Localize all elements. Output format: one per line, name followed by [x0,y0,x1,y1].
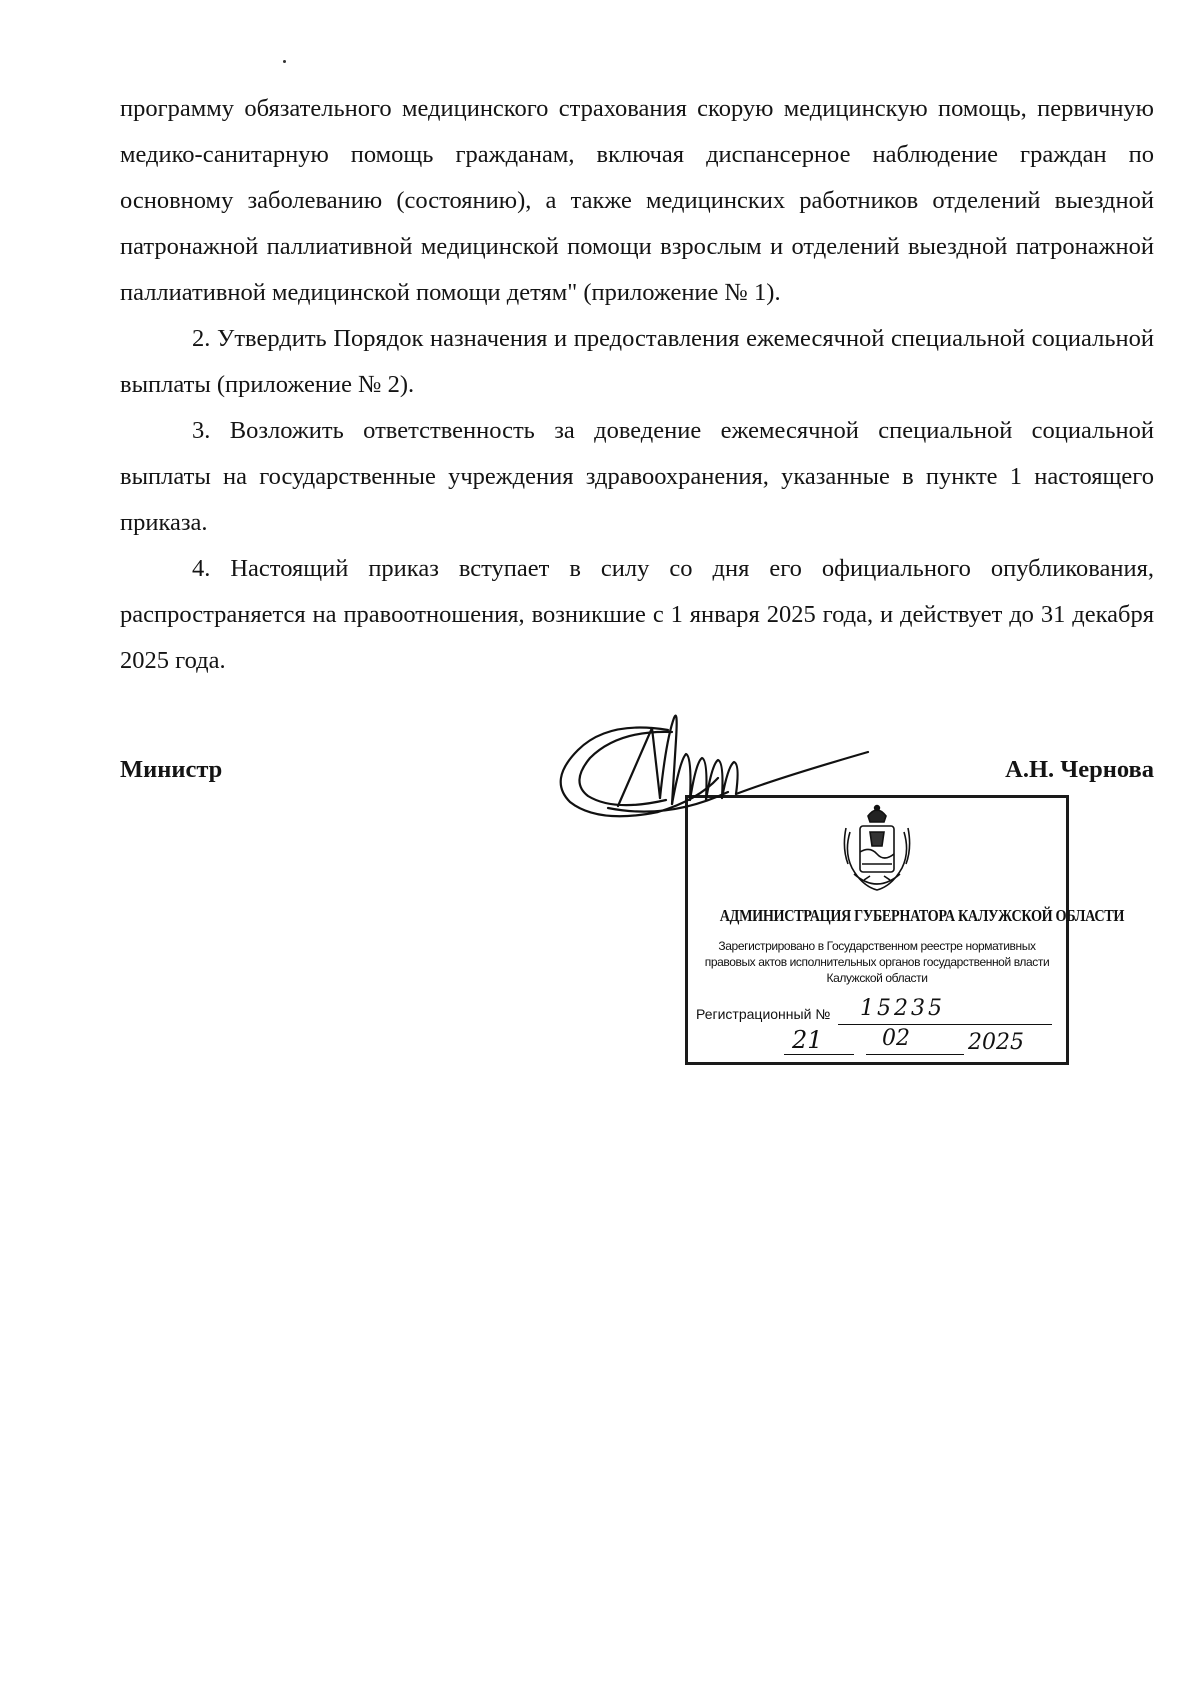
document-body [120,86,1154,684]
stamp-authority: АДМИНИСТРАЦИЯ ГУБЕРНАТОРА КАЛУЖСКОЙ ОБЛАСТИ [719,906,1125,925]
registration-number-value: 15235 [860,996,945,1021]
paragraph-item-2: 2. Утвердить Порядок назначения и предоставления ежемесячной специальной социальной выплаты (приложение № 2). [120,325,1154,398]
date-day-underline [784,1054,854,1055]
date-month-underline [866,1054,964,1055]
stamp-note-line: Зарегистрировано в Государственном реестре нормативных [718,939,1036,953]
registration-date-year: 2025 [968,1030,1024,1055]
scan-speck [283,60,286,63]
paragraph-item-4: 4. Настоящий приказ вступает в силу со дня его официального опубликования, распространяется на правоотношения, возникшие с 1 января 2025 года, и действует до 31 декабря 2025 года. [120,555,1154,674]
stamp-note [692,938,1062,986]
paragraph-item-3: 3. Возложить ответственность за доведение ежемесячной специальной социальной выплаты на государственные учреждения здравоохранения, указанные в пункте 1 настоящего приказа. [120,417,1154,536]
registration-number-label: Регистрационный № [696,1006,831,1022]
stamp-note-line: Калужской области [826,971,928,985]
signer-position: Министр [120,756,223,783]
handwritten-signature [548,700,878,840]
signer-name: А.Н. Чернова [1005,756,1154,783]
registration-number-underline [838,1024,1052,1025]
paragraph-continuation: программу обязательного медицинского страхования скорую медицинскую помощь, первичную медико-санитарную помощь гражданам, включая диспансерное наблюдение граждан по основному заболеванию (состоянию), а также медицинских работников отделений выездной патронажной паллиативной медицинской помощи взрослым и отделений выездной патронажной паллиативной медицинской помощи детям" (приложение № 1). [120,95,1154,306]
registration-date-month: 02 [882,1026,910,1051]
registration-date-day: 21 [792,1026,823,1054]
stamp-note-line: правовых актов исполнительных органов государственной власти [704,955,1050,969]
